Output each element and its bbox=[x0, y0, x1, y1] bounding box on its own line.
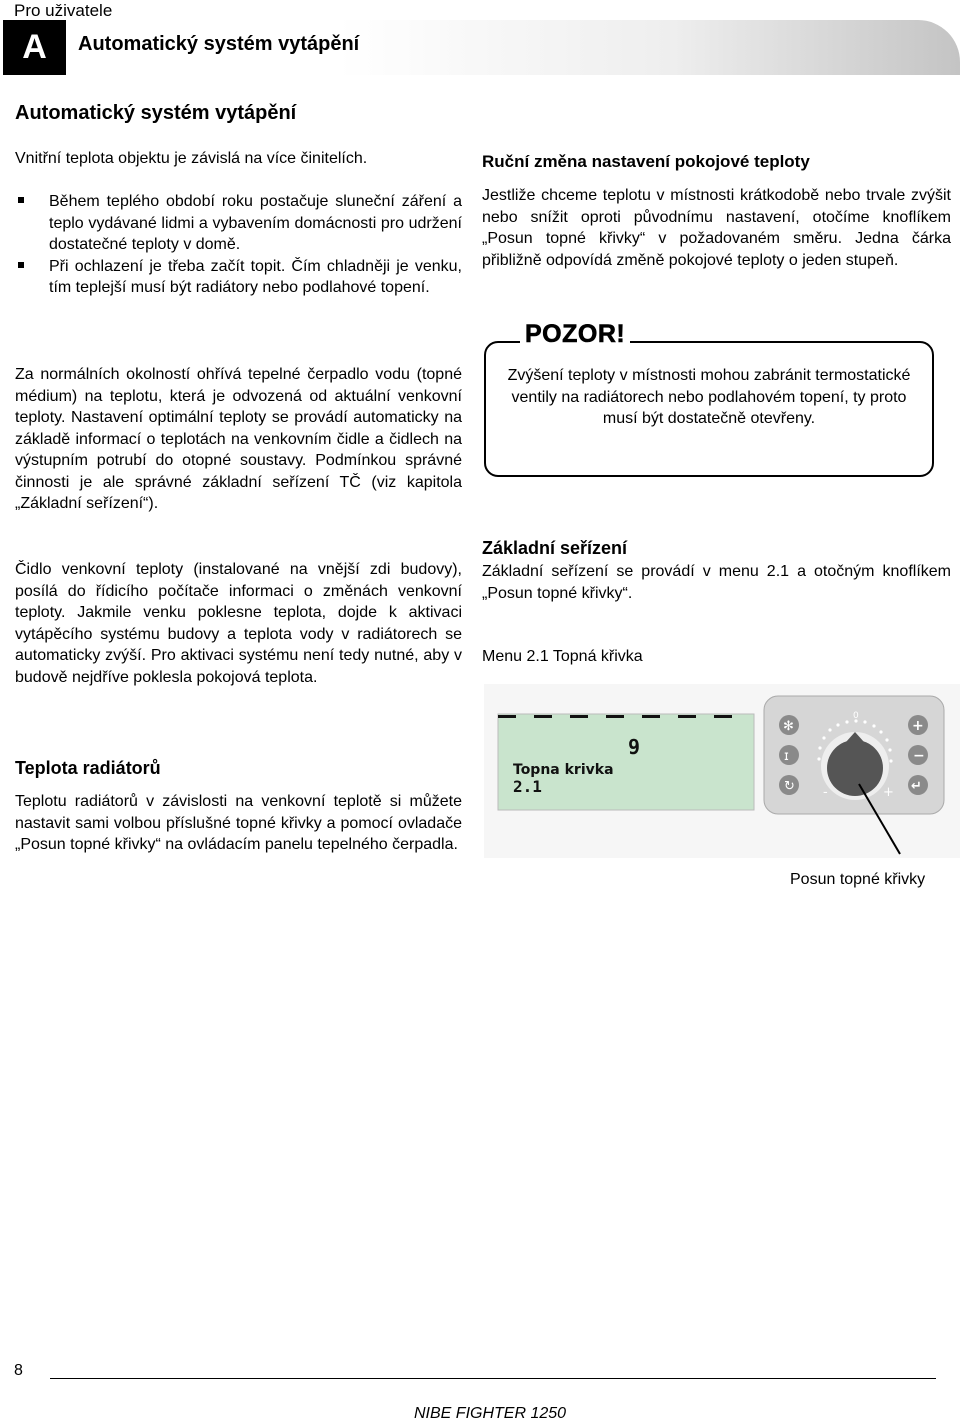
basic-setting-text: Základní seřízení se provádí v menu 2.1 a otočným knoflíkem „Posun topné křivky“. bbox=[482, 563, 951, 602]
section-letter: A bbox=[3, 20, 66, 75]
lcd-value: 9 bbox=[628, 735, 641, 759]
manual-change-text: Jestliže chceme teplotu v místnosti krátkodobě nebo trvale zvýšit nebo snížit oproti původnímu nastavení, otočíme knoflíkem „Posun topné křivky“ v požadovaném směru. Jedna čárka přibližně odpovídá změně pokojové teploty o jeden stupeň. bbox=[482, 187, 951, 269]
lcd-menu-number: 2.1 bbox=[513, 777, 542, 796]
bullet-item: Při ochlazení je třeba začít topit. Čím chladněji je venku, tím teplejší musí být radiátory nebo podlahové topení. bbox=[15, 256, 462, 299]
section-label: Pro uživatele bbox=[14, 1, 113, 20]
svg-text:-: - bbox=[823, 785, 828, 800]
device-panel bbox=[764, 696, 944, 814]
basic-setting-heading: Základní seřízení bbox=[482, 538, 628, 558]
svg-text:ɪ: ɪ bbox=[784, 749, 789, 764]
bullet-list bbox=[15, 191, 462, 299]
footer-divider bbox=[50, 1378, 936, 1379]
intro-text: Vnitřní teplota objektu je závislá na více činitelích. bbox=[15, 150, 368, 167]
warning-title: POZOR! bbox=[520, 320, 630, 349]
svg-text:✻: ✻ bbox=[783, 719, 794, 734]
bullet-item: Během teplého období roku postačuje sluneční záření a teplo vydávané lidmi a vybavením domácnosti pro udržení dostatečné teploty v domě. bbox=[15, 191, 462, 256]
menu-caption: Menu 2.1 Topná křivka bbox=[482, 648, 643, 665]
manual-change-heading: Ruční změna nastavení pokojové teploty bbox=[482, 152, 810, 171]
svg-text:↵: ↵ bbox=[911, 779, 922, 794]
paragraph-heat-pump: Za normálních okolností ohřívá tepelné čerpadlo vodu (topné médium) na teplotu, která je odvozená od aktuální venkovní teploty. Nastavení optimální teploty se provádí automaticky na základě informací o teplotách na venkovním čidle a čidlech na výstupním potrubí do otopné soustavy. Podmínkou správné činnosti je ale správné základní seřízení TČ (viz kapitola „Základní seřízení“). bbox=[15, 366, 462, 512]
footer-brand: NIBE FIGHTER 1250 bbox=[414, 1405, 567, 1422]
svg-text:−: − bbox=[913, 748, 925, 764]
svg-text:↻: ↻ bbox=[784, 779, 795, 794]
svg-text:+: + bbox=[912, 718, 924, 734]
svg-text:0: 0 bbox=[853, 711, 859, 721]
thermometer-icon bbox=[779, 745, 799, 765]
page-number: 8 bbox=[14, 1362, 23, 1379]
lcd-label: Topna krivka bbox=[513, 762, 614, 778]
header-title: Automatický systém vytápění bbox=[78, 33, 360, 55]
curve-offset-knob bbox=[827, 740, 883, 796]
radiator-heading: Teplota radiátorů bbox=[15, 758, 161, 778]
radiator-text: Teplotu radiátorů v závislosti na venkovní teplotě si můžete nastavit sami volbou příslušné topné křivky a pomocí ovladače „Posun topné křivky“ na ovládacím panelu tepelného čerpadla. bbox=[15, 793, 462, 853]
knob-caption: Posun topné křivky bbox=[790, 871, 926, 888]
warning-text: Zvýšení teploty v místnosti mohou zabránit termostatické ventily na radiátorech nebo podlahovém topení, ty proto musí být dostatečně otevřeny. bbox=[507, 367, 911, 427]
paragraph-outdoor-sensor: Čidlo venkovní teploty (instalované na vnější zdi budovy), posílá do řídicího počítače informaci o změnách venkovní teploty. Jakmile venku poklesne teplota, dojde k aktivaci vytápěcího systému budovy a teplota vody v radiátorech se automaticky zvýší. Pro aktivaci systému není tedy nutné, aby v budově nejdříve poklesla pokojová teplota. bbox=[15, 561, 462, 686]
page-heading: Automatický systém vytápění bbox=[15, 102, 297, 124]
svg-text:+: + bbox=[883, 785, 894, 800]
